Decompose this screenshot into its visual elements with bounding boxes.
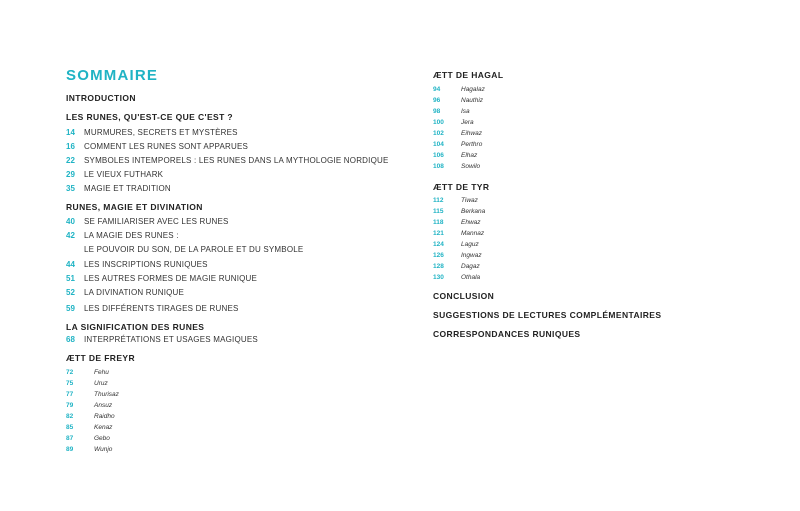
- section-suggestions[interactable]: SUGGESTIONS DE LECTURES COMPLÉMENTAIRES: [433, 310, 662, 320]
- page-number: 82: [66, 413, 74, 420]
- rune-name: Kenaz: [94, 424, 113, 431]
- toc-label: LA MAGIE DES RUNES :: [84, 231, 179, 240]
- rune-name: Perthro: [461, 141, 483, 148]
- page-number: 108: [433, 163, 444, 170]
- toc-label: COMMENT LES RUNES SONT APPARUES: [84, 142, 249, 151]
- page-number: 22: [66, 156, 75, 165]
- page-number: 126: [433, 252, 444, 259]
- page-number: 79: [66, 402, 74, 409]
- rune-name: Dagaz: [461, 263, 480, 270]
- rune-name: Ingwaz: [461, 252, 482, 259]
- rune-name: Berkana: [461, 208, 486, 215]
- page-number: 40: [66, 217, 75, 226]
- toc-label: LES INSCRIPTIONS RUNIQUES: [84, 260, 208, 269]
- rune-name: Gebo: [94, 435, 110, 442]
- toc-label: MAGIE ET TRADITION: [84, 184, 171, 193]
- rune-name: Sowilo: [461, 163, 481, 170]
- section-correspondances[interactable]: CORRESPONDANCES RUNIQUES: [433, 329, 581, 339]
- rune-name: Isa: [461, 108, 470, 115]
- page-number: 106: [433, 152, 444, 159]
- toc-label: SE FAMILIARISER AVEC LES RUNES: [84, 217, 229, 226]
- page-number: 85: [66, 424, 74, 431]
- page-number: 59: [66, 304, 75, 313]
- page-number: 118: [433, 219, 444, 226]
- section-heading-aett-freyr[interactable]: ÆTT DE FREYR: [66, 353, 136, 363]
- page-title: SOMMAIRE: [66, 67, 159, 84]
- page-number: 87: [66, 435, 74, 442]
- page-number: 14: [66, 128, 75, 137]
- rune-name: Ehwaz: [461, 219, 481, 226]
- page-number: 124: [433, 241, 444, 248]
- rune-name: Wunjo: [94, 446, 113, 453]
- toc-label: LE POUVOIR DU SON, DE LA PAROLE ET DU SYMBOLE: [84, 245, 304, 254]
- page-number: 68: [66, 335, 75, 344]
- page-number: 128: [433, 263, 444, 270]
- toc-label: LE VIEUX FUTHARK: [84, 170, 164, 179]
- page-number: 102: [433, 130, 444, 137]
- toc-label: LA DIVINATION RUNIQUE: [84, 288, 185, 297]
- section-heading-runes-magie[interactable]: RUNES, MAGIE ET DIVINATION: [66, 202, 203, 212]
- page-number: 115: [433, 208, 444, 215]
- rune-name: Raidho: [94, 413, 115, 420]
- page-number: 104: [433, 141, 444, 148]
- rune-name: Tiwaz: [461, 197, 478, 204]
- page-number: 42: [66, 231, 75, 240]
- page-number: 96: [433, 97, 441, 104]
- toc-label: INTERPRÉTATIONS ET USAGES MAGIQUES: [84, 335, 258, 344]
- page-number: 29: [66, 170, 75, 179]
- rune-name: Uruz: [94, 380, 108, 387]
- page-number: 77: [66, 391, 74, 398]
- rune-name: Thurisaz: [94, 391, 119, 398]
- section-heading-aett-tyr[interactable]: ÆTT DE TYR: [433, 182, 490, 192]
- rune-name: Elhaz: [461, 152, 478, 159]
- rune-name: Jera: [461, 119, 474, 126]
- rune-name: Othala: [461, 274, 481, 281]
- page-number: 98: [433, 108, 441, 115]
- page-number: 89: [66, 446, 74, 453]
- section-heading-aett-hagal[interactable]: ÆTT DE HAGAL: [433, 70, 504, 80]
- rune-name: Hagalaz: [461, 86, 485, 93]
- page-number: 100: [433, 119, 444, 126]
- rune-name: Fehu: [94, 369, 109, 376]
- rune-name: Laguz: [461, 241, 479, 248]
- page-number: 16: [66, 142, 75, 151]
- page-number: 75: [66, 380, 74, 387]
- toc-label: SYMBOLES INTEMPORELS : LES RUNES DANS LA MYTHOLOGIE NORDIQUE: [84, 156, 389, 165]
- rune-name: Nauthiz: [461, 97, 484, 104]
- page-number: 72: [66, 369, 74, 376]
- rune-name: Mannaz: [461, 230, 485, 237]
- page-number: 35: [66, 184, 75, 193]
- page-number: 52: [66, 288, 75, 297]
- page-number: 51: [66, 274, 75, 283]
- page-number: 121: [433, 230, 444, 237]
- page-number: 112: [433, 197, 444, 204]
- section-heading-les-runes[interactable]: LES RUNES, QU'EST-CE QUE C'EST ?: [66, 112, 234, 122]
- toc-label: LES AUTRES FORMES DE MAGIE RUNIQUE: [84, 274, 258, 283]
- rune-name: Ansuz: [94, 402, 113, 409]
- section-introduction[interactable]: INTRODUCTION: [66, 93, 136, 103]
- toc-label: LES DIFFÉRENTS TIRAGES DE RUNES: [84, 304, 239, 313]
- page-number: 94: [433, 86, 441, 93]
- rune-name: Eihwaz: [461, 130, 482, 137]
- toc-label: MURMURES, SECRETS ET MYSTÈRES: [84, 128, 238, 137]
- page-number: 130: [433, 274, 444, 281]
- page-number: 44: [66, 260, 75, 269]
- section-conclusion[interactable]: CONCLUSION: [433, 291, 495, 301]
- section-heading-signification[interactable]: LA SIGNIFICATION DES RUNES: [66, 322, 205, 332]
